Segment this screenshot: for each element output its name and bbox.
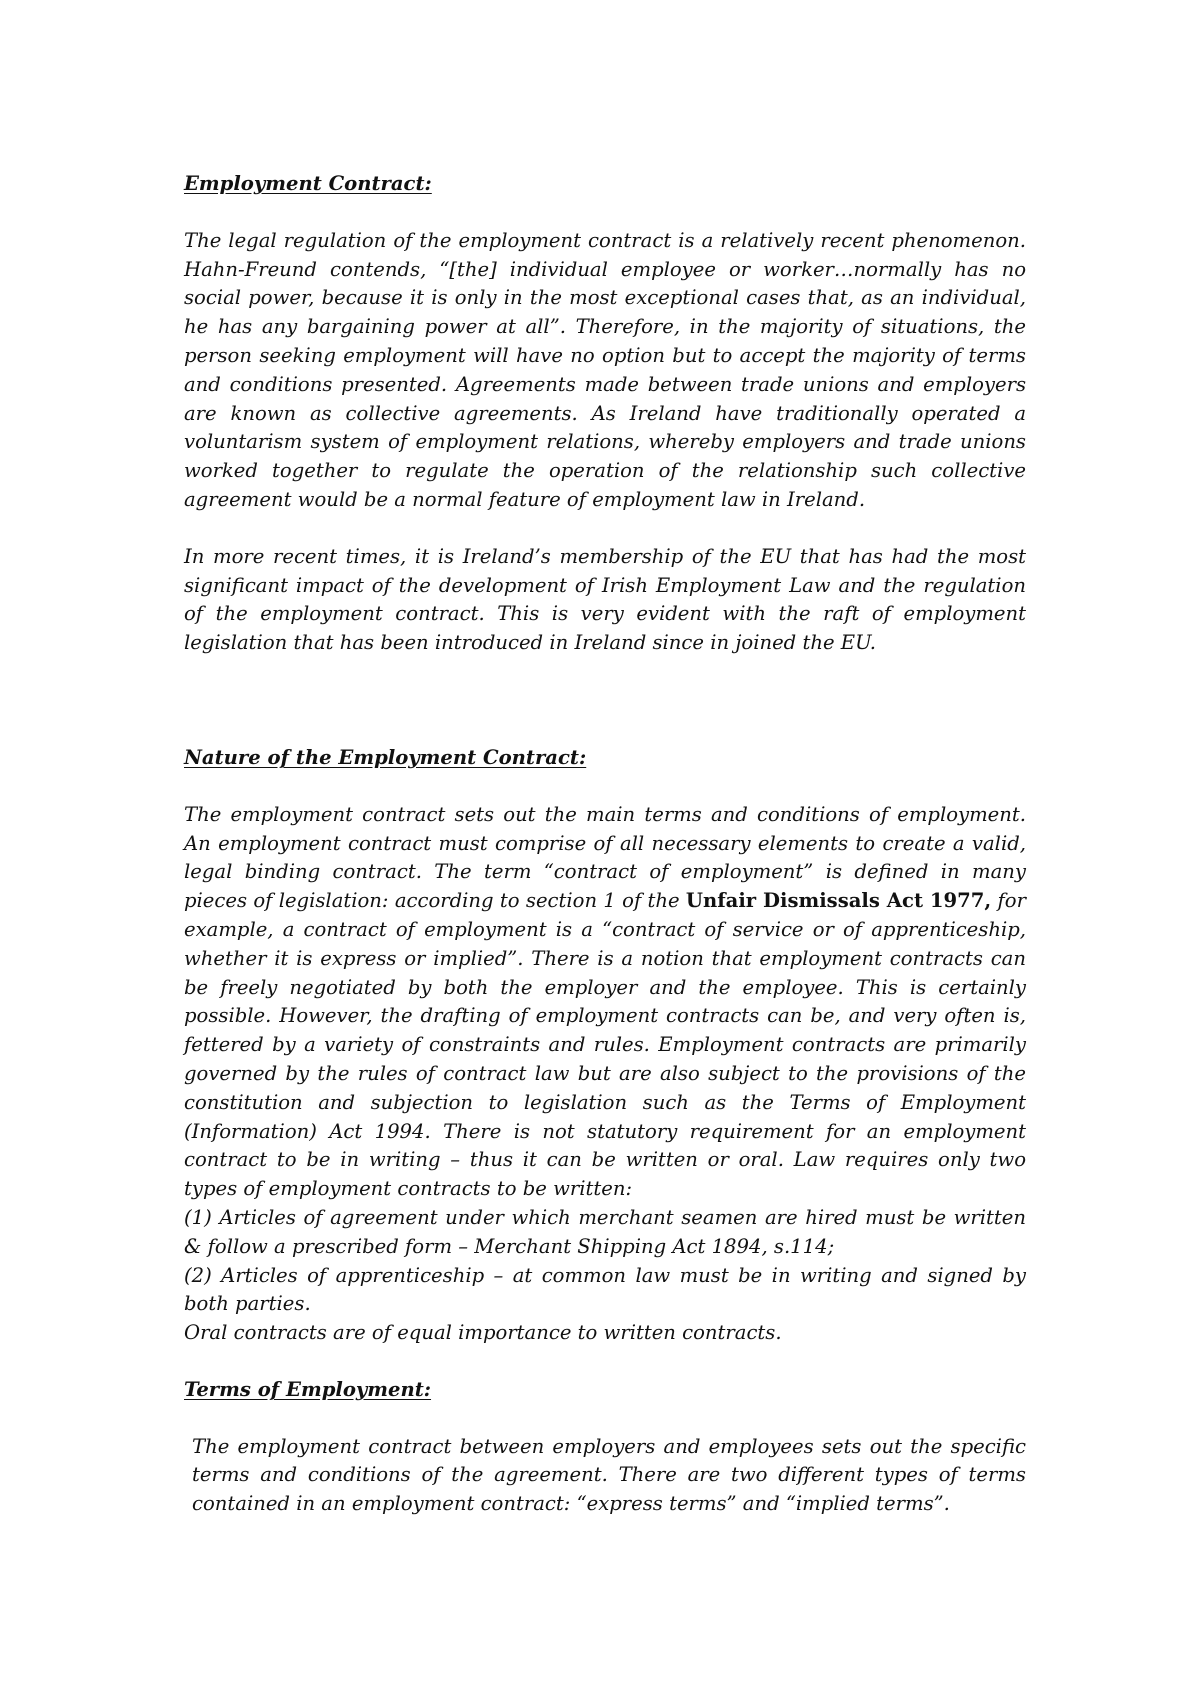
- section-heading-terms-of-employment: Terms of Employment:: [184, 1377, 432, 1401]
- section-heading-nature-of-contract: Nature of the Employment Contract:: [184, 745, 587, 769]
- section-heading-employment-contract: Employment Contract:: [184, 172, 432, 195]
- closing-line-oral-contracts: Oral contracts are of equal importance to written contracts.: [184, 1321, 782, 1345]
- paragraph-legal-regulation: The legal regulation of the employment contract is a relatively recent phenomenon. Hahn-Freund contends, “[the] individual employee or worker…normally has no social power, because it is only in the most exceptional cases that, as an individual, he has any bargaining power at all”. Therefore, in the majority of situations, the person seeking employment will have no option but to accept the majority of terms and conditions presented. Agreements made between trade unions and employers are known as collective agreements. As Ireland have traditionally operated a voluntarism system of employment relations, whereby employers and trade unions worked together to regulate the operation of the relationship such collective agreement would be a normal feature of employment law in Ireland.: [184, 228, 1026, 511]
- paragraph-terms-of-employment: The employment contract between employers and employees sets out the specific terms and conditions of the agreement. There are two different types of terms contained in an employment contract: “express terms” and “implied terms”.: [192, 1434, 1026, 1516]
- document-body: [184, 170, 1026, 1519]
- paragraph-text-after-act: for example, a contract of employment is a “contract of service or of apprenticeship, whether it is express or implied”. There is a notion that employment contracts can be freely negotiated by both the employer and the employee. This is certainly possible. However, the drafting of employment contracts can be, and very often is, fettered by a variety of constraints and rules. Employment contracts are primarily governed by the rules of contract law but are also subject to the provisions of the constitution and subjection to legislation such as the Terms of Employment (Information) Act 1994. There is not statutory requirement for an employment contract to be in writing – thus it can be written or oral. Law requires only two types of employment contracts to be written:: [184, 889, 1026, 1201]
- paragraph-text-before-act: The employment contract sets out the main terms and conditions of employment. An employment contract must comprise of all necessary elements to create a valid, legal binding contract. The term “contract of employment” is defined in many pieces of legislation: according to section 1 of the: [184, 802, 1026, 913]
- list-item-merchant-seamen: (1) Articles of agreement under which merchant seamen are hired must be written & follow a prescribed form – Merchant Shipping Act 1894, s.114;: [184, 1205, 1026, 1258]
- paragraph-eu-membership: In more recent times, it is Ireland’s membership of the EU that has had the most significant impact of the development of Irish Employment Law and the regulation of the employment contract. This is very evident with the raft of employment legislation that has been introduced in Ireland since in joined the EU.: [184, 544, 1026, 655]
- act-name-unfair-dismissals: Unfair Dismissals Act 1977,: [685, 889, 992, 913]
- list-item-apprenticeship: (2) Articles of apprenticeship – at common law must be in writing and signed by both parties.: [184, 1263, 1026, 1316]
- paragraph-nature-of-contract: [184, 801, 1026, 1204]
